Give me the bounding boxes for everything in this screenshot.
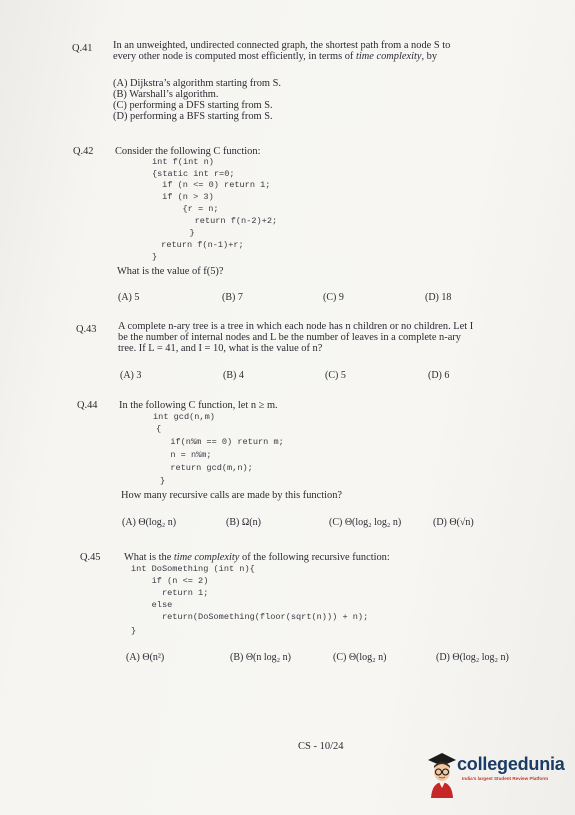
question-number: Q.41	[72, 43, 93, 54]
question-text: tree. If L = 41, and I = 10, what is the value of n?	[118, 343, 323, 354]
collegedunia-logo	[426, 748, 564, 798]
option: (B) Warshall’s algorithm.	[113, 89, 219, 100]
question-text: A complete n-ary tree is a tree in which each node has n children or no children. Let I	[118, 321, 474, 332]
option: (D) performing a BFS starting from S.	[113, 111, 273, 122]
code-line: n = n%m;	[160, 450, 212, 460]
code-line: return f(n-2)+2;	[174, 216, 278, 226]
code-line: }	[152, 252, 158, 262]
question-text: every other node is computed most efficiently, in terms of time complexity, by	[113, 51, 438, 62]
code-line: }	[160, 476, 166, 486]
question-text: What is the time complexity of the following recursive function:	[124, 552, 390, 563]
question-text: In the following C function, let n ≥ m.	[119, 400, 278, 411]
option: (C) performing a DFS starting from S.	[113, 100, 273, 111]
code-line: int f(int n)	[152, 157, 214, 167]
option: (A) 3	[120, 370, 142, 381]
option: (A) Θ(log₂ n)	[122, 517, 177, 528]
option: (C) Θ(log₂ n)	[333, 652, 387, 663]
option: (D) 6	[428, 370, 450, 381]
option: (A) 5	[118, 292, 140, 303]
option: (C) 5	[325, 370, 346, 381]
option: (C) Θ(log₂ log₂ n)	[329, 517, 402, 528]
option: (B) 4	[223, 370, 244, 381]
option: (B) Θ(n log₂ n)	[230, 652, 291, 663]
option: (A) Θ(n²)	[126, 652, 165, 663]
question-text: In an unweighted, undirected connected graph, the shortest path from a node S to	[113, 40, 451, 51]
logo-wordmark: collegedunia	[457, 754, 565, 774]
code-line: return f(n-1)+r;	[156, 240, 244, 250]
code-line: {static int r=0;	[152, 169, 235, 179]
option: (D) 18	[425, 292, 452, 303]
option: (C) 9	[323, 292, 344, 303]
code-line: if(n%m == 0) return m;	[160, 437, 284, 447]
code-line: return 1;	[131, 588, 209, 598]
code-line: }	[131, 626, 137, 636]
option: (D) Θ(log₂ log₂ n)	[436, 652, 509, 663]
logo-tagline: India's largest Student Review Platform	[462, 776, 549, 781]
question-number: Q.43	[76, 324, 97, 335]
code-line: int gcd(n,m)	[153, 412, 215, 422]
code-line: }	[174, 228, 195, 238]
code-line: else	[131, 600, 173, 610]
question-text: How many recursive calls are made by this function?	[121, 490, 343, 501]
code-line: return gcd(m,n);	[160, 463, 253, 473]
code-line: if (n <= 2)	[131, 576, 209, 586]
option: (A) Dijkstra’s algorithm starting from S.	[113, 78, 281, 89]
question-text: Consider the following C function:	[115, 146, 261, 157]
option: (B) 7	[222, 292, 243, 303]
question-text: What is the value of f(5)?	[117, 266, 224, 277]
option: (B) Ω(n)	[226, 517, 261, 528]
code-line: if (n > 3)	[157, 192, 214, 202]
page-number: CS - 10/24	[298, 741, 344, 752]
code-line: {	[156, 424, 162, 434]
code-line: return(DoSomething(floor(sqrt(n))) + n);	[131, 612, 369, 622]
student-mascot-icon	[426, 750, 458, 798]
question-number: Q.45	[80, 552, 101, 563]
question-number: Q.42	[73, 146, 94, 157]
question-text: be the number of internal nodes and L be the number of leaves in a complete n-ary	[118, 332, 461, 343]
question-number: Q.44	[77, 400, 98, 411]
code-line: {r = n;	[167, 204, 219, 214]
option: (D) Θ(√n)	[433, 517, 474, 528]
code-line: int DoSomething (int n){	[131, 564, 255, 574]
code-line: if (n <= 0) return 1;	[157, 180, 271, 190]
